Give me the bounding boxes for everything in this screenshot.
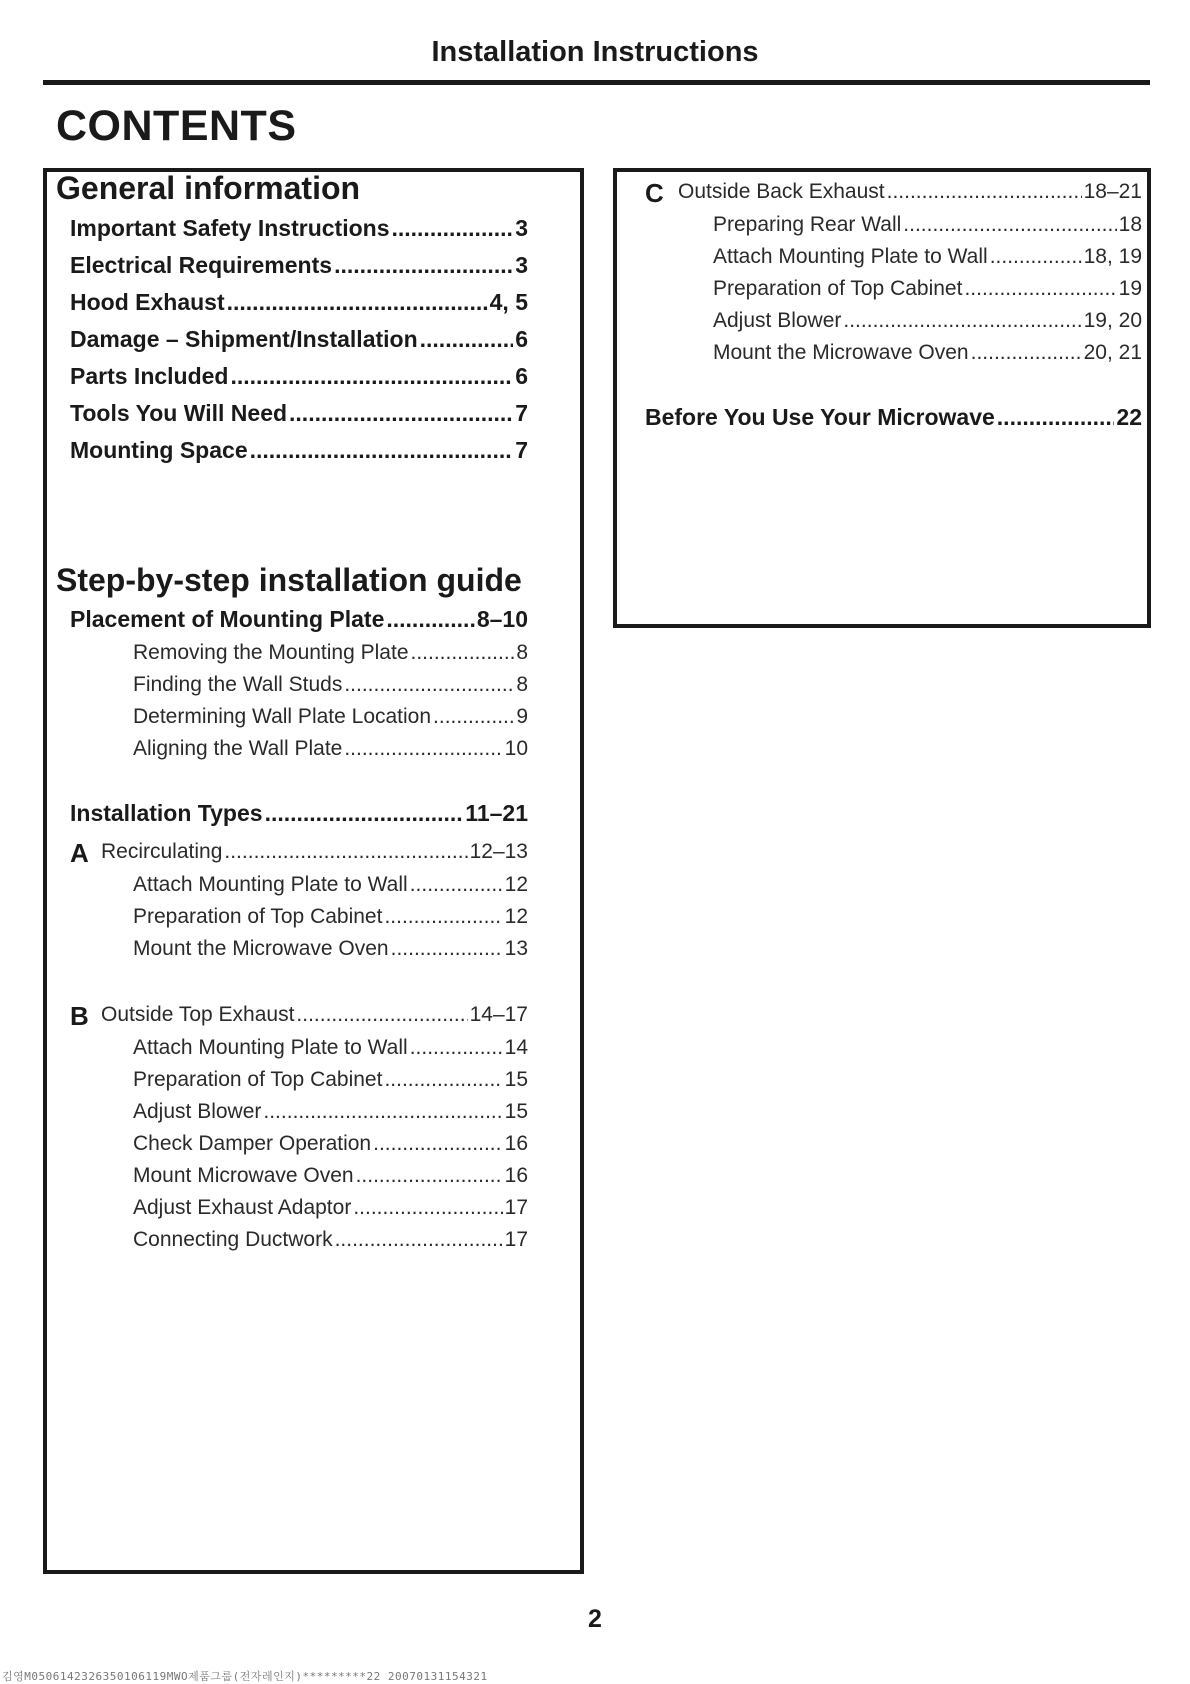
leader-dots (356, 1164, 503, 1188)
leader-dots (344, 673, 514, 697)
toc-subentry-page: 13 (504, 937, 528, 960)
toc-subentry-label: Adjust Blower (133, 1100, 262, 1123)
toc-subentry-page: 18, 19 (1083, 245, 1142, 268)
toc-subentry[interactable] (133, 1036, 528, 1060)
type-letter-c: C (645, 178, 664, 208)
toc-subentry-page: 12 (504, 873, 528, 896)
leader-dots (263, 1100, 502, 1124)
toc-entry[interactable] (70, 363, 528, 390)
toc-subentry-page: 20, 21 (1083, 341, 1142, 364)
toc-entry-label: Parts Included (70, 363, 229, 389)
leader-dots (433, 705, 514, 729)
toc-subentry[interactable] (133, 705, 528, 729)
toc-entry-label: Recirculating (101, 840, 223, 863)
toc-subentry[interactable] (133, 1228, 528, 1252)
toc-subentry[interactable] (133, 905, 528, 929)
toc-subentry-label: Mount the Microwave Oven (133, 937, 389, 960)
toc-subentry-page: 17 (504, 1228, 528, 1251)
toc-entry[interactable] (645, 404, 1142, 431)
type-letter-a: A (70, 838, 89, 868)
toc-entry[interactable] (678, 180, 1142, 204)
leader-dots (373, 1132, 503, 1156)
leader-dots (224, 840, 467, 864)
toc-entry-page: 22 (1116, 404, 1142, 430)
toc-subentry-label: Aligning the Wall Plate (133, 737, 343, 760)
toc-entry-label: Before You Use Your Microwave (645, 404, 995, 430)
leader-dots (353, 1196, 502, 1220)
leader-dots (997, 404, 1115, 431)
toc-entry-label: Important Safety Instructions (70, 215, 390, 241)
toc-subentry-label: Attach Mounting Plate to Wall (133, 1036, 408, 1059)
toc-entry[interactable] (70, 800, 528, 827)
toc-subentry-page: 16 (504, 1164, 528, 1187)
page-number: 2 (588, 1605, 602, 1633)
toc-entry[interactable] (70, 252, 528, 279)
leader-dots (410, 1036, 503, 1060)
toc-entry[interactable] (101, 840, 528, 864)
leader-dots (250, 437, 514, 464)
toc-subentry-label: Mount the Microwave Oven (713, 341, 969, 364)
leader-dots (230, 363, 513, 390)
page-header-title: Installation Instructions (431, 36, 759, 68)
print-code-footer: 김영M0506142326350106119MWO제품그룹(전자레인지)*********22 20070131154321 (2, 1670, 488, 1683)
leader-dots (391, 215, 513, 242)
leader-dots (410, 873, 503, 897)
toc-subentry[interactable] (133, 1164, 528, 1188)
toc-entry-label: Mounting Space (70, 437, 248, 463)
toc-subentry-label: Removing the Mounting Plate (133, 641, 409, 664)
toc-subentry[interactable] (713, 277, 1142, 301)
header-rule (43, 80, 1150, 85)
toc-subentry-label: Attach Mounting Plate to Wall (713, 245, 988, 268)
toc-subentry-page: 18 (1118, 213, 1142, 236)
toc-subentry-page: 19 (1118, 277, 1142, 300)
contents-title: CONTENTS (56, 102, 297, 150)
leader-dots (384, 1068, 502, 1092)
toc-subentry[interactable] (133, 1132, 528, 1156)
toc-subentry-page: 8 (516, 641, 528, 664)
toc-subentry-label: Determining Wall Plate Location (133, 705, 432, 728)
toc-subentry-page: 15 (504, 1068, 528, 1091)
toc-entry-label: Placement of Mounting Plate (70, 606, 385, 632)
toc-subentry[interactable] (713, 341, 1142, 365)
leader-dots (964, 277, 1116, 301)
toc-subentry[interactable] (133, 937, 528, 961)
toc-entry[interactable] (70, 215, 528, 242)
toc-entry-page: 12–13 (469, 840, 528, 863)
toc-subentry-page: 8 (516, 673, 528, 696)
toc-subentry[interactable] (713, 245, 1142, 269)
type-letter-b: B (70, 1001, 89, 1031)
toc-subentry-label: Check Damper Operation (133, 1132, 372, 1155)
toc-entry-label: Hood Exhaust (70, 289, 225, 315)
toc-subentry[interactable] (133, 1100, 528, 1124)
toc-subentry-label: Connecting Ductwork (133, 1228, 333, 1251)
right-contents-box (613, 168, 1151, 628)
toc-entry-page: 3 (515, 215, 528, 241)
toc-subentry[interactable] (133, 873, 528, 897)
step-by-step-guide-title: Step-by-step installation guide (56, 562, 522, 598)
leader-dots (296, 1003, 467, 1027)
leader-dots (289, 400, 513, 427)
toc-subentry[interactable] (133, 641, 528, 665)
toc-subentry[interactable] (133, 737, 528, 761)
toc-subentry-page: 17 (504, 1196, 528, 1219)
general-information-title: General information (56, 170, 361, 206)
leader-dots (420, 326, 514, 353)
toc-entry-page: 11–21 (465, 800, 528, 826)
toc-entry[interactable] (70, 437, 528, 464)
leader-dots (334, 252, 513, 279)
toc-subentry-label: Preparation of Top Cabinet (713, 277, 963, 300)
leader-dots (384, 905, 502, 929)
leader-dots (971, 341, 1082, 365)
toc-subentry-page: 19, 20 (1083, 309, 1142, 332)
toc-entry-label: Installation Types (70, 800, 263, 826)
toc-subentry[interactable] (713, 213, 1142, 237)
toc-subentry-label: Adjust Exhaust Adaptor (133, 1196, 352, 1219)
toc-entry-page: 6 (515, 326, 528, 352)
toc-subentry[interactable] (133, 1196, 528, 1220)
toc-subentry-label: Mount Microwave Oven (133, 1164, 354, 1187)
toc-entry-label: Electrical Requirements (70, 252, 333, 278)
leader-dots (227, 289, 488, 316)
leader-dots (843, 309, 1081, 333)
toc-subentry-page: 16 (504, 1132, 528, 1155)
leader-dots (386, 606, 474, 633)
leader-dots (903, 213, 1116, 237)
toc-subentry-page: 10 (504, 737, 528, 760)
toc-entry-label: Outside Top Exhaust (101, 1003, 295, 1026)
leader-dots (335, 1228, 503, 1252)
toc-subentry-page: 12 (504, 905, 528, 928)
toc-entry-page: 14–17 (469, 1003, 528, 1026)
leader-dots (411, 641, 515, 665)
toc-subentry-label: Finding the Wall Studs (133, 673, 343, 696)
toc-entry[interactable] (70, 289, 528, 316)
leader-dots (265, 800, 464, 827)
toc-entry-page: 7 (515, 400, 528, 426)
toc-entry-page: 8–10 (476, 606, 528, 632)
toc-entry[interactable] (70, 326, 528, 353)
toc-entry-label: Outside Back Exhaust (678, 180, 885, 203)
toc-subentry-page: 15 (504, 1100, 528, 1123)
leader-dots (344, 737, 502, 761)
toc-subentry[interactable] (133, 673, 528, 697)
leader-dots (990, 245, 1082, 269)
toc-subentry-label: Preparation of Top Cabinet (133, 905, 383, 928)
toc-subentry-label: Attach Mounting Plate to Wall (133, 873, 408, 896)
toc-subentry-label: Adjust Blower (713, 309, 842, 332)
toc-entry-page: 18–21 (1083, 180, 1142, 203)
toc-entry[interactable] (70, 400, 528, 427)
toc-subentry-page: 9 (516, 705, 528, 728)
toc-subentry[interactable] (133, 1068, 528, 1092)
toc-subentry[interactable] (713, 309, 1142, 333)
toc-subentry-label: Preparation of Top Cabinet (133, 1068, 383, 1091)
toc-entry[interactable] (70, 606, 528, 633)
leader-dots (887, 180, 1082, 204)
toc-entry[interactable] (101, 1003, 528, 1027)
toc-entry-page: 3 (515, 252, 528, 278)
toc-subentry-label: Preparing Rear Wall (713, 213, 902, 236)
toc-entry-page: 4, 5 (489, 289, 528, 315)
leader-dots (391, 937, 503, 961)
toc-entry-page: 7 (515, 437, 528, 463)
toc-entry-label: Tools You Will Need (70, 400, 288, 426)
toc-entry-label: Damage – Shipment/Installation (70, 326, 418, 352)
toc-entry-page: 6 (515, 363, 528, 389)
toc-subentry-page: 14 (504, 1036, 528, 1059)
